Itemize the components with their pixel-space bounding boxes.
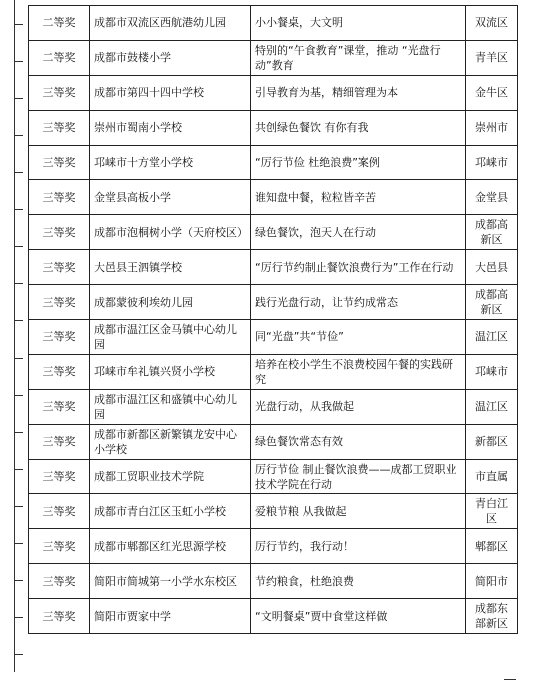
district-cell: 成都高新区: [466, 285, 518, 320]
case-title-cell: 谁知盘中餐，粒粒皆辛苦: [251, 180, 466, 215]
table-row: [29, 459, 518, 494]
case-title-cell: 节约粮食，杜绝浪费: [251, 564, 466, 599]
award-level-cell: 三等奖: [29, 599, 90, 634]
district-cell: 简阳市: [466, 564, 518, 599]
margin-tick: [14, 24, 23, 25]
school-name-cell: 成都市郫都区红光思源学校: [90, 529, 251, 564]
school-name-cell: 成都市鼓楼小学: [90, 40, 251, 75]
award-level-cell: 三等奖: [29, 145, 90, 180]
school-name-cell: 简阳市简城第一小学水东校区: [90, 564, 251, 599]
binding-margin-line: [14, 0, 15, 672]
district-cell: 市直属: [466, 459, 518, 494]
case-title-cell: 共创绿色餐饮 有你有我: [251, 110, 466, 145]
case-title-cell: 特别的“午食教育”课堂，推动 “光盘行动”教育: [251, 40, 466, 75]
school-name-cell: 成都市青白江区玉虹小学校: [90, 494, 251, 529]
district-cell: 青白江区: [466, 494, 518, 529]
award-level-cell: 二等奖: [29, 6, 90, 41]
school-name-cell: 成都市温江区和盛镇中心幼儿园: [90, 389, 251, 424]
district-cell: 成都高新区: [466, 215, 518, 250]
district-cell: 大邑县: [466, 250, 518, 285]
table-row: [29, 564, 518, 599]
table-row: [29, 75, 518, 110]
award-level-cell: 三等奖: [29, 215, 90, 250]
case-title-cell: 厉行节俭 制止餐饮浪费——成都工贸职业技术学院在行动: [251, 459, 466, 494]
case-title-cell: 小小餐桌，大文明: [251, 6, 466, 41]
school-name-cell: 金堂县高板小学: [90, 180, 251, 215]
district-cell: 邛崃市: [466, 354, 518, 389]
case-title-cell: “厉行节约制止餐饮浪费行为”工作在行动: [251, 250, 466, 285]
award-level-cell: 三等奖: [29, 424, 90, 459]
school-name-cell: 崇州市蜀南小学校: [90, 110, 251, 145]
case-title-cell: 培养在校小学生不浪费校园午餐的实践研究: [251, 354, 466, 389]
table-row: [29, 285, 518, 320]
school-name-cell: 成都市第四十四中学校: [90, 75, 251, 110]
district-cell: 青羊区: [466, 40, 518, 75]
district-cell: 双流区: [466, 6, 518, 41]
school-name-cell: 简阳市贾家中学: [90, 599, 251, 634]
table-row: [29, 250, 518, 285]
margin-tick: [14, 432, 23, 433]
table-row: [29, 40, 518, 75]
margin-tick: [14, 61, 23, 62]
award-level-cell: 三等奖: [29, 180, 90, 215]
margin-tick: [14, 654, 23, 655]
school-name-cell: 邛崃市十方堂小学校: [90, 145, 251, 180]
award-level-cell: 三等奖: [29, 459, 90, 494]
school-name-cell: 成都市新都区新繁镇龙安中心小学校: [90, 424, 251, 459]
case-title-cell: 绿色餐饮，泡天人在行动: [251, 215, 466, 250]
margin-tick: [14, 580, 23, 581]
margin-tick: [14, 172, 23, 173]
award-level-cell: 三等奖: [29, 285, 90, 320]
case-title-cell: “厉行节俭 杜绝浪费”案例: [251, 145, 466, 180]
awards-table: [28, 5, 518, 634]
award-level-cell: 三等奖: [29, 250, 90, 285]
school-name-cell: 成都市温江区金马镇中心幼儿园: [90, 320, 251, 355]
case-title-cell: 光盘行动，从我做起: [251, 389, 466, 424]
margin-tick: [14, 617, 23, 618]
margin-tick: [14, 283, 23, 284]
table-row: [29, 320, 518, 355]
case-title-cell: 践行光盘行动，让节约成常态: [251, 285, 466, 320]
award-level-cell: 三等奖: [29, 110, 90, 145]
award-level-cell: 三等奖: [29, 354, 90, 389]
district-cell: 崇州市: [466, 110, 518, 145]
case-title-cell: 引导教育为基，精细管理为本: [251, 75, 466, 110]
table-row: [29, 6, 518, 41]
district-cell: 温江区: [466, 389, 518, 424]
margin-tick: [14, 135, 23, 136]
table-row: [29, 354, 518, 389]
district-cell: 邛崃市: [466, 145, 518, 180]
district-cell: 新都区: [466, 424, 518, 459]
table-row: [29, 599, 518, 634]
margin-tick: [14, 506, 23, 507]
table-row: [29, 529, 518, 564]
district-cell: 郫都区: [466, 529, 518, 564]
award-level-cell: 三等奖: [29, 320, 90, 355]
award-level-cell: 三等奖: [29, 529, 90, 564]
award-level-cell: 三等奖: [29, 494, 90, 529]
school-name-cell: 成都市泡桐树小学（天府校区）: [90, 215, 251, 250]
award-level-cell: 二等奖: [29, 40, 90, 75]
margin-tick: [14, 320, 23, 321]
margin-tick: [14, 543, 23, 544]
margin-tick: [14, 469, 23, 470]
awards-table-body: [29, 6, 518, 634]
margin-tick: [14, 395, 23, 396]
table-row: [29, 389, 518, 424]
district-cell: 金堂县: [466, 180, 518, 215]
case-title-cell: 绿色餐饮常态有效: [251, 424, 466, 459]
district-cell: 成都东部新区: [466, 599, 518, 634]
school-name-cell: 大邑县王泗镇学校: [90, 250, 251, 285]
school-name-cell: 成都市双流区西航港幼儿园: [90, 6, 251, 41]
table-row: [29, 494, 518, 529]
district-cell: 金牛区: [466, 75, 518, 110]
district-cell: 温江区: [466, 320, 518, 355]
margin-tick: [14, 209, 23, 210]
margin-tick: [14, 98, 23, 99]
margin-tick: [14, 246, 23, 247]
award-level-cell: 三等奖: [29, 389, 90, 424]
school-name-cell: 邛崃市牟礼镇兴贤小学校: [90, 354, 251, 389]
margin-tick: [14, 358, 23, 359]
case-title-cell: “文明餐桌”贾中食堂这样做: [251, 599, 466, 634]
table-row: [29, 215, 518, 250]
table-row: [29, 145, 518, 180]
school-name-cell: 成都蒙彼利埃幼儿园: [90, 285, 251, 320]
school-name-cell: 成都工贸职业技术学院: [90, 459, 251, 494]
case-title-cell: 爱粮节粮 从我做起: [251, 494, 466, 529]
table-row: [29, 110, 518, 145]
table-row: [29, 180, 518, 215]
award-level-cell: 三等奖: [29, 75, 90, 110]
page-corner-mark: [504, 679, 516, 680]
case-title-cell: 厉行节约，我行动！: [251, 529, 466, 564]
case-title-cell: 同“光盘”共“节俭”: [251, 320, 466, 355]
table-row: [29, 424, 518, 459]
award-level-cell: 三等奖: [29, 564, 90, 599]
